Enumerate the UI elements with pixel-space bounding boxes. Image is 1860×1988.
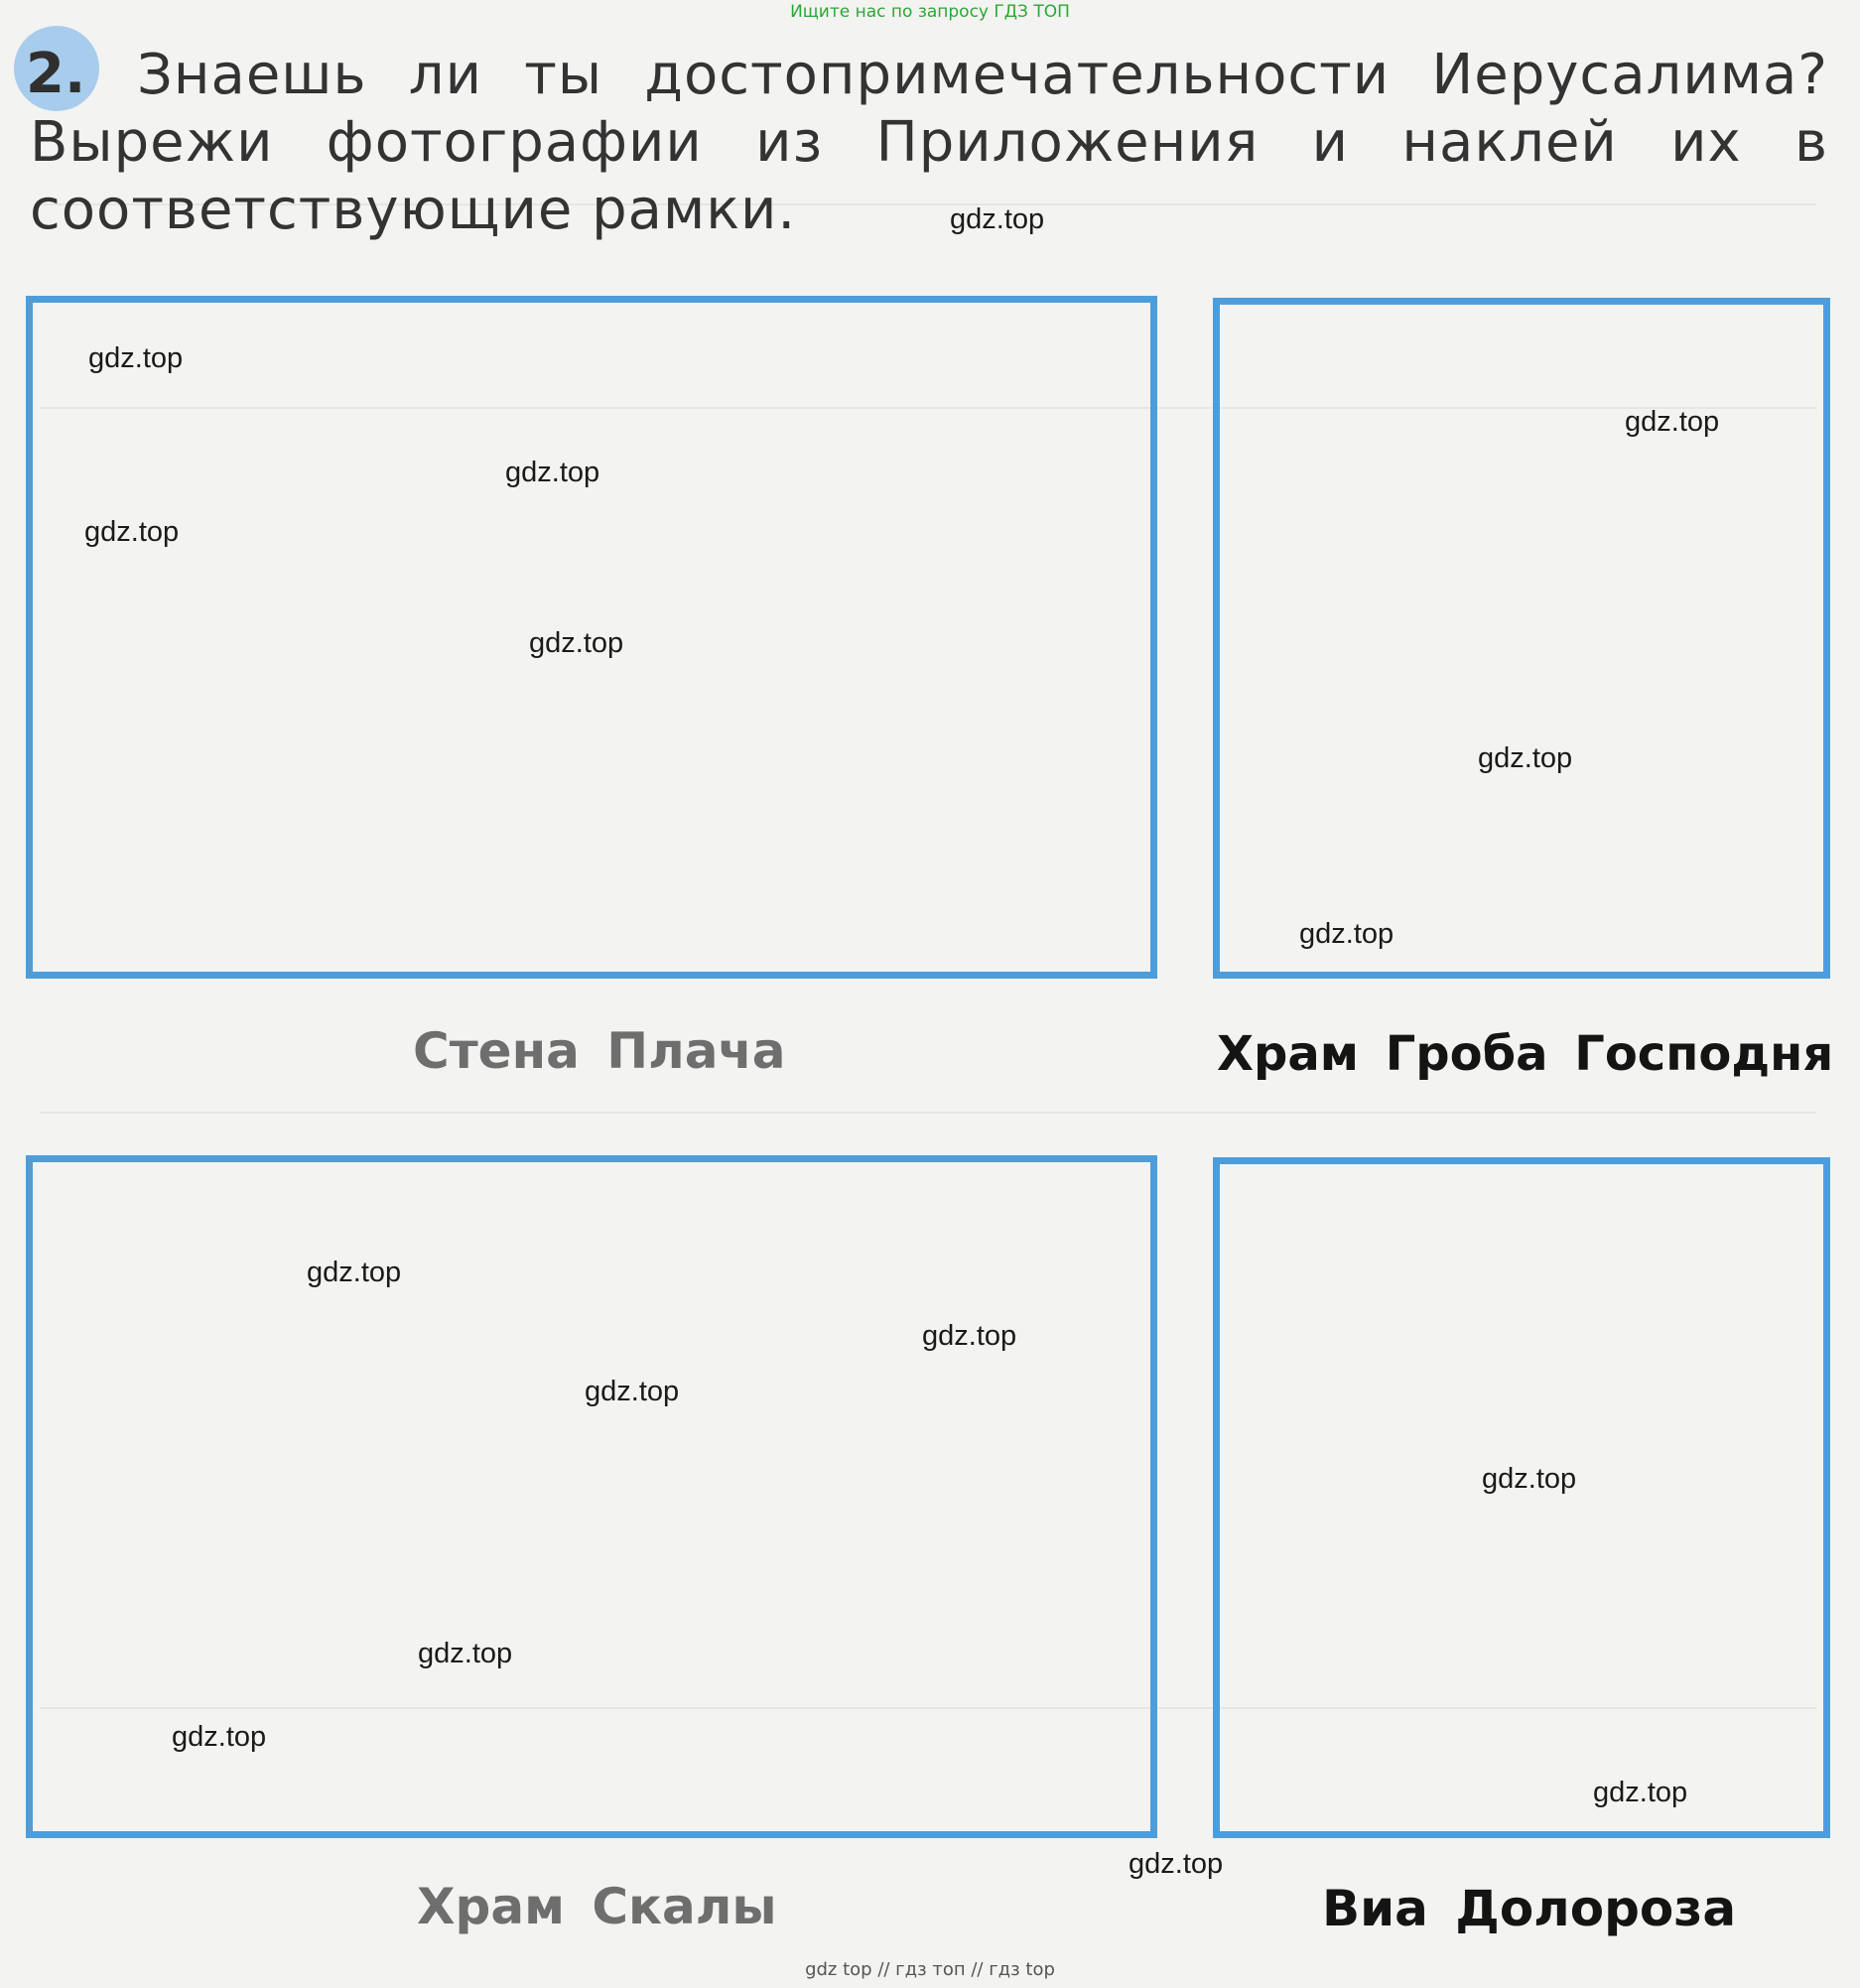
- caption-dome-of-the-rock: Храм Скалы: [417, 1878, 777, 1935]
- watermark: gdz.top: [922, 1320, 1017, 1352]
- watermark: gdz.top: [88, 342, 184, 374]
- bottom-banner: gdz top // гдз топ // гдз top: [805, 1959, 1055, 1980]
- bleed-line: [40, 1112, 1816, 1114]
- watermark: gdz.top: [529, 627, 624, 659]
- watermark: gdz.top: [1625, 406, 1720, 438]
- watermark: gdz.top: [84, 516, 180, 548]
- task-number: 2.: [26, 42, 86, 106]
- watermark: gdz.top: [307, 1257, 402, 1288]
- watermark: gdz.top: [1129, 1848, 1224, 1880]
- photo-frame-holy-sepulchre[interactable]: [1213, 298, 1830, 979]
- watermark: gdz.top: [505, 457, 600, 488]
- photo-frame-via-dolorosa[interactable]: [1213, 1157, 1830, 1838]
- top-banner[interactable]: Ищите нас по запросу ГДЗ ТОП: [790, 2, 1070, 22]
- caption-via-dolorosa: Виа Долороза: [1322, 1880, 1737, 1937]
- watermark: gdz.top: [1478, 742, 1573, 774]
- watermark: gdz.top: [585, 1376, 680, 1407]
- watermark: gdz.top: [1482, 1463, 1577, 1495]
- watermark: gdz.top: [172, 1721, 267, 1753]
- task-instruction: Знаешь ли ты достопримечательности Иерусалима? Вырежи фотографии из Приложения и наклей их в соответствующие рамки.: [30, 43, 1828, 242]
- watermark: gdz.top: [950, 203, 1045, 235]
- caption-holy-sepulchre: Храм Гроба Господня: [1217, 1026, 1834, 1082]
- watermark: gdz.top: [418, 1638, 513, 1669]
- watermark: gdz.top: [1593, 1777, 1688, 1808]
- watermark: gdz.top: [1299, 918, 1395, 950]
- caption-wailing-wall: Стена Плача: [413, 1022, 786, 1080]
